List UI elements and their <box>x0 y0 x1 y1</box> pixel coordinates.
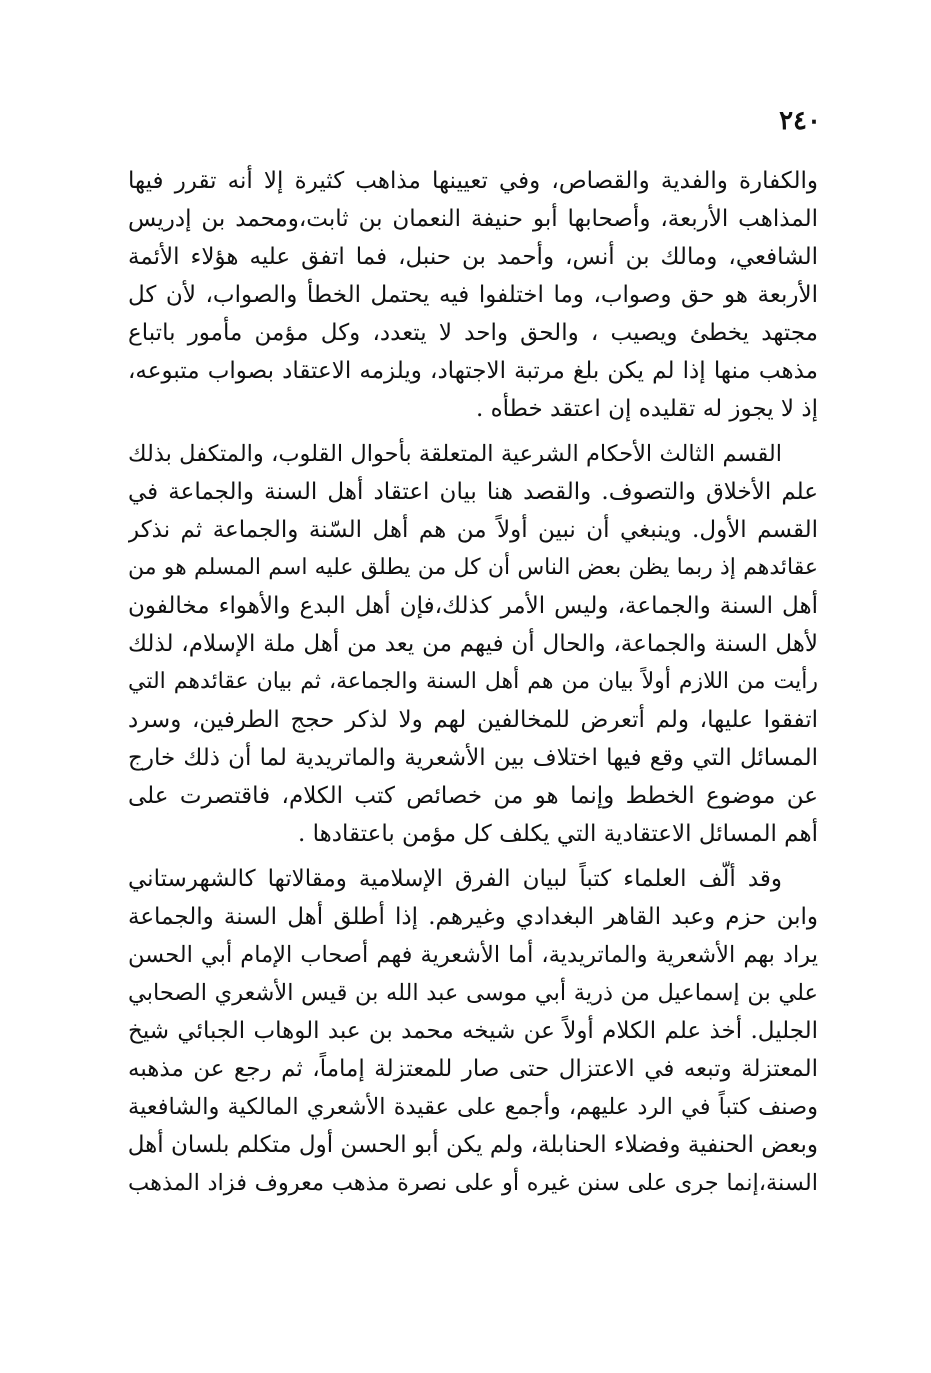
text-line: عن موضوع الخطط وإنما هو من خصائص كتب الكلام، فاقتصرت على <box>128 783 818 809</box>
text-line: والكفارة والفدية والقصاص، وفي تعيينها مذاهب كثيرة إلا أنه تقرر فيها <box>128 168 818 194</box>
page-number: ٢٤٠ <box>779 106 821 136</box>
paragraph-2 <box>128 435 818 853</box>
text-line: يراد بهم الأشعرية والماتريدية، أما الأشعرية فهم أصحاب الإمام أبي الحسن <box>128 942 818 968</box>
text-line: علم الأخلاق والتصوف. والقصد هنا بيان اعتقاد أهل السنة والجماعة في <box>128 479 818 505</box>
text-line: المذاهب الأربعة، وأصحابها أبو حنيفة النعمان بن ثابت،ومحمد بن إدريس <box>128 206 818 232</box>
text-line: لأهل السنة والجماعة، والحال أن فيهم من يعد من أهل ملة الإسلام، لذلك <box>128 631 818 657</box>
text-line: القسم الأول. وينبغي أن نبين أولاً من هم أهل السّنة والجماعة ثم نذكر <box>128 517 818 543</box>
text-line: الجليل. أخذ علم الكلام أولاً عن شيخه محمد بن عبد الوهاب الجبائي شيخ <box>128 1018 818 1044</box>
text-line: الأربعة هو حق وصواب، وما اختلفوا فيه يحتمل الخطأ والصواب، لأن كل <box>128 282 818 308</box>
text-line: القسم الثالث الأحكام الشرعية المتعلقة بأحوال القلوب، والمتكفل بذلك <box>128 441 782 467</box>
text-line: أهل السنة والجماعة، وليس الأمر كذلك،فإن أهل البدع والأهواء مخالفون <box>128 593 818 619</box>
text-line: رأيت من اللازم أولاً بيان من هم أهل السنة والجماعة، ثم بيان عقائدهم التي <box>128 669 818 694</box>
text-line: إذ لا يجوز له تقليده إن اعتقد خطأه . <box>475 396 818 422</box>
text-line: اتفقوا عليها، ولم أتعرض للمخالفين لهم ولا لذكر حجج الطرفين، وسرد <box>128 707 818 733</box>
text-line: المسائل التي وقع فيها اختلاف بين الأشعرية والماتريدية لما أن ذلك خارج <box>128 745 818 771</box>
text-line: مذهب منها إذا لم يكن بلغ مرتبة الاجتهاد، ويلزمه الاعتقاد بصواب متبوعه، <box>128 358 818 384</box>
text-line: عقائدهم إذ ربما يظن بعض الناس أن كل من يطلق عليه اسم المسلم هو من <box>128 555 818 580</box>
text-line: الشافعي، ومالك بن أنس، وأحمد بن حنبل، فما اتفق عليه هؤلاء الأئمة <box>128 244 818 270</box>
text-line: المعتزلة وتبعه في الاعتزال حتى صار للمعتزلة إماماً، ثم رجع عن مذهبه <box>128 1056 818 1082</box>
paragraph-3 <box>128 860 818 1202</box>
text-line: وبعض الحنفية وفضلاء الحنابلة، ولم يكن أبو الحسن أول متكلم بلسان أهل <box>128 1132 818 1158</box>
body-text <box>128 162 818 1209</box>
paragraph-1 <box>128 162 818 428</box>
text-line: علي بن إسماعيل من ذرية أبي موسى عبد الله بن قيس الأشعري الصحابي <box>128 980 818 1006</box>
text-line: السنة،إنما جرى على سنن غيره أو على نصرة مذهب معروف فزاد المذهب <box>128 1170 818 1196</box>
text-line: وابن حزم وعبد القاهر البغدادي وغيرهم. إذا أطلق أهل السنة والجماعة <box>128 904 818 930</box>
text-line: وقد ألّف العلماء كتباً لبيان الفرق الإسلامية ومقالاتها كالشهرستاني <box>128 866 782 892</box>
text-line: مجتهد يخطئ ويصيب ، والحق واحد لا يتعدد، وكل مؤمن مأمور باتباع <box>128 320 818 346</box>
text-line: وصنف كتباً في الرد عليهم، وأجمع على عقيدة الأشعري المالكية والشافعية <box>128 1094 818 1120</box>
text-line: أهم المسائل الاعتقادية التي يكلف كل مؤمن باعتقادها . <box>298 821 818 847</box>
